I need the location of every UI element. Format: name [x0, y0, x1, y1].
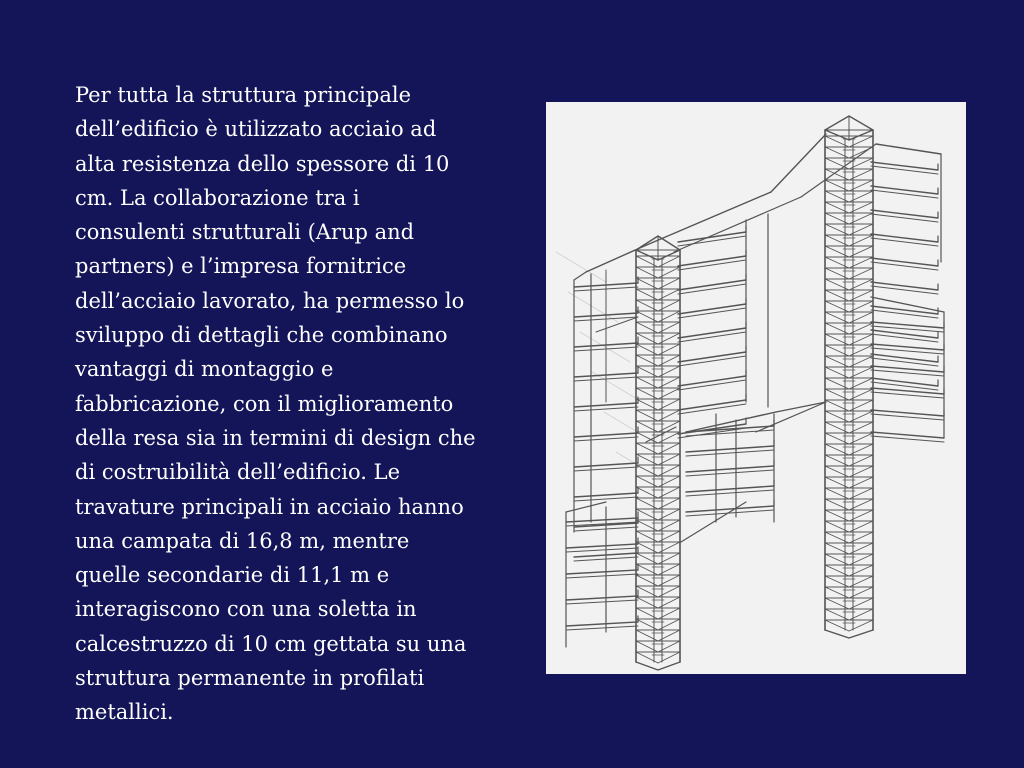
left-tower-brace — [658, 487, 680, 498]
right-floor-beam — [871, 190, 938, 198]
left-tower-brace — [636, 322, 658, 333]
right-floor-beam — [871, 162, 938, 170]
left-tower-brace — [658, 278, 680, 289]
body-text-line: consulenti strutturali (Arup and — [75, 220, 415, 245]
left-floor-beam — [574, 403, 638, 407]
left-tower-brace — [636, 553, 658, 564]
left-tower-brace — [636, 531, 658, 542]
lower-left-floor-beam — [566, 570, 638, 574]
body-text-line: Per tutta la struttura principale — [75, 83, 411, 107]
right-floor-beam — [871, 330, 938, 338]
left-tower-brace — [658, 586, 680, 597]
left-tower-brace — [658, 267, 680, 278]
body-text-line: calcestruzzo di 10 cm gettata su una — [75, 631, 467, 656]
left-tower-brace — [636, 575, 658, 586]
right-floor-beam — [871, 306, 938, 314]
left-floor-beam — [574, 407, 638, 411]
left-tower-brace — [658, 465, 680, 476]
body-text-line: vantaggi di montaggio e — [75, 357, 334, 382]
left-tower-brace — [658, 399, 680, 410]
body-text — [75, 78, 520, 730]
lower-left-floor-beam — [566, 596, 638, 600]
left-tower-brace — [658, 300, 680, 311]
left-tower-brace — [636, 344, 658, 355]
roof-beam — [574, 272, 586, 280]
left-tower-brace — [658, 377, 680, 388]
right-floor-beam — [871, 286, 938, 294]
right-floor-beam — [871, 214, 938, 222]
right-floor-beam — [871, 186, 938, 194]
left-tower-brace — [658, 564, 680, 575]
body-text-line: sviluppo di dettagli che combinano — [75, 323, 448, 348]
left-tower-brace — [658, 443, 680, 454]
left-tower-brace — [636, 421, 658, 432]
left-floor-beam — [574, 467, 638, 471]
left-tower-brace — [658, 509, 680, 520]
left-tower-brace — [636, 608, 658, 619]
right-floor-beam — [871, 378, 938, 386]
lower-left-floor-beam — [566, 600, 638, 604]
left-tower-brace — [658, 289, 680, 300]
left-tower-brace — [658, 575, 680, 586]
right-floor-beam — [871, 238, 938, 246]
roof-beam — [876, 144, 941, 154]
left-tower-brace — [658, 652, 680, 663]
lower-left-floor-beam — [566, 626, 638, 630]
right-floor-beam — [871, 166, 938, 174]
left-tower-brace — [658, 553, 680, 564]
left-tower-brace — [636, 619, 658, 630]
body-text-line: partners) e l’impresa fornitrice — [75, 254, 407, 279]
left-tower-brace — [658, 531, 680, 542]
body-text-line: travature principali in acciaio hanno — [75, 494, 464, 519]
left-tower-brace — [636, 520, 658, 531]
right-floor-beam — [871, 234, 938, 242]
left-tower-brace — [636, 399, 658, 410]
right-floor-beam — [871, 354, 938, 362]
right-floor-beam — [871, 210, 938, 218]
background-sketch-line — [580, 332, 630, 362]
left-floor-beam — [574, 437, 638, 441]
right-floor-beam — [871, 282, 938, 290]
body-text-line: di costruibilità dell’edificio. Le — [75, 460, 401, 485]
left-tower-brace — [636, 542, 658, 553]
left-tower-brace — [636, 443, 658, 454]
left-tower-brace — [636, 641, 658, 652]
left-tower-brace — [636, 564, 658, 575]
left-tower-brace — [636, 300, 658, 311]
left-tower-brace — [636, 278, 658, 289]
left-tower-brace — [636, 509, 658, 520]
left-floor-beam — [574, 433, 638, 437]
left-tower-brace — [658, 256, 680, 267]
left-tower-brace — [658, 322, 680, 333]
left-tower-brace — [658, 454, 680, 465]
left-tower-brace — [658, 333, 680, 344]
steel-frame-isometric-drawing-icon — [546, 102, 966, 674]
mid-roof-beam — [646, 427, 676, 442]
roof-beam — [771, 134, 826, 192]
left-tower-brace — [658, 410, 680, 421]
left-tower-brace — [636, 597, 658, 608]
roof-beam — [801, 144, 876, 197]
left-tower-brace — [658, 432, 680, 443]
body-text-line: dell’edificio è utilizzato acciaio ad — [75, 117, 437, 142]
body-text-line: quelle secondarie di 11,1 m e — [75, 563, 390, 588]
lower-roof-beam — [566, 502, 606, 512]
left-tower-brace — [658, 476, 680, 487]
left-tower-brace — [658, 388, 680, 399]
right-floor-beam — [871, 358, 938, 366]
left-tower-brace — [636, 465, 658, 476]
mid-roof-beam — [776, 402, 826, 412]
body-text-line: della resa sia in termini di design che — [75, 425, 476, 450]
left-tower-brace — [658, 311, 680, 322]
left-tower-brace — [658, 619, 680, 630]
diagonal-brace — [681, 502, 746, 542]
diagonal-brace — [756, 402, 826, 432]
right-floor-beam — [871, 262, 938, 270]
body-text-line: struttura permanente in profilati — [75, 666, 425, 691]
left-tower-brace — [636, 487, 658, 498]
body-text-line: interagiscono con una soletta in — [75, 597, 417, 622]
left-tower-brace — [636, 311, 658, 322]
left-tower-brace — [658, 608, 680, 619]
left-tower-brace — [636, 366, 658, 377]
body-text-line: metallici. — [75, 700, 174, 725]
body-text-line: fabbricazione, con il miglioramento — [75, 391, 454, 416]
left-tower-brace — [658, 542, 680, 553]
left-tower-brace — [636, 410, 658, 421]
body-text-line: dell’acciaio lavorato, ha permesso lo — [75, 288, 465, 313]
left-tower-brace — [636, 652, 658, 663]
lower-left-floor-beam — [566, 518, 638, 522]
left-tower-brace — [658, 498, 680, 509]
right-floor-beam — [871, 334, 938, 342]
right-floor-beam — [871, 310, 938, 318]
left-tower-brace — [636, 498, 658, 509]
left-tower-brace — [658, 366, 680, 377]
left-floor-beam — [574, 463, 638, 467]
left-tower-brace — [636, 377, 658, 388]
left-tower-brace — [658, 641, 680, 652]
left-floor-beam — [574, 493, 638, 497]
left-tower-brace — [636, 355, 658, 366]
body-text-line: alta resistenza dello spessore di 10 — [75, 151, 450, 176]
left-tower-brace — [658, 520, 680, 531]
left-tower-brace — [636, 476, 658, 487]
left-tower-brace — [636, 454, 658, 465]
left-tower-brace — [636, 586, 658, 597]
left-tower-brace — [658, 597, 680, 608]
roof-beam — [642, 192, 771, 247]
left-tower-brace — [636, 333, 658, 344]
body-text-line: cm. La collaborazione tra i — [75, 185, 360, 210]
left-floor-beam — [574, 497, 638, 501]
left-tower-brace — [636, 256, 658, 267]
left-tower-brace — [658, 630, 680, 641]
left-tower-brace — [658, 355, 680, 366]
background-sketch-line — [592, 372, 642, 402]
left-tower-brace — [636, 289, 658, 300]
roof-beam — [586, 247, 642, 272]
lower-left-floor-beam — [566, 622, 638, 626]
right-floor-beam — [871, 258, 938, 266]
left-tower-brace — [636, 630, 658, 641]
left-tower-brace — [636, 388, 658, 399]
lower-left-floor-beam — [566, 548, 638, 552]
left-tower-brace — [658, 344, 680, 355]
left-tower-brace — [636, 267, 658, 278]
body-text-line: una campata di 16,8 m, mentre — [75, 528, 410, 553]
lower-left-floor-beam — [566, 574, 638, 578]
lower-left-floor-beam — [566, 544, 638, 548]
structure-drawing — [546, 102, 966, 674]
